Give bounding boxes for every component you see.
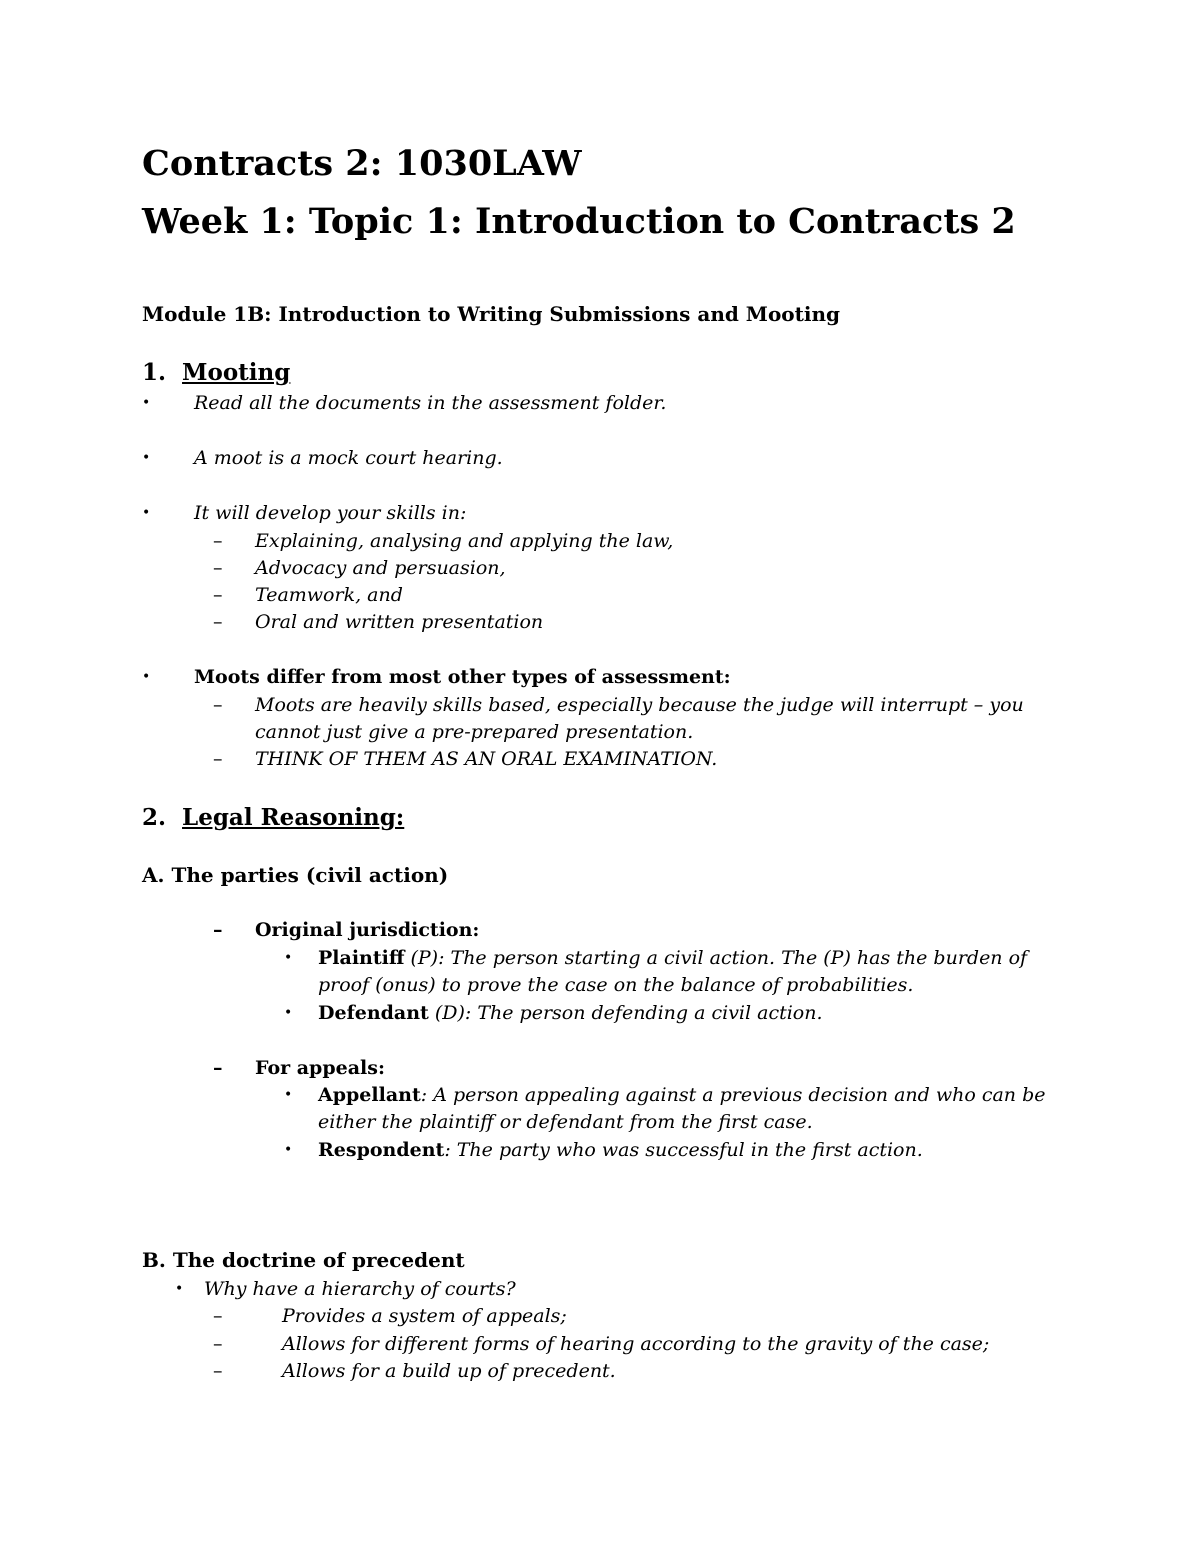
section-2-heading [142, 803, 404, 833]
bullet-icon: • [142, 505, 151, 521]
bullet-icon: • [284, 1142, 293, 1158]
appellant-term: Appellant [318, 1084, 421, 1106]
precedent-reason: Allows for different forms of hearing according to the gravity of the case; [282, 1333, 990, 1355]
bullet-icon: • [142, 395, 151, 411]
subsection-a-letter: A. [142, 863, 165, 887]
precedent-question: Why have a hierarchy of courts? [204, 1278, 516, 1300]
list-item-continuation [318, 972, 913, 998]
skill-text: Advocacy and persuasion, [255, 557, 506, 579]
sub-list-item-continuation [255, 719, 693, 745]
dash-icon: – [213, 611, 223, 633]
skill-text: Oral and written presentation [255, 611, 544, 633]
dash-icon: – [213, 1057, 223, 1079]
document-title-topic: Week 1: Topic 1: Introduction to Contracts 2 [142, 201, 1016, 242]
document-title-course: Contracts 2: 1030LAW [142, 143, 582, 184]
section-1-number: 1. [142, 359, 167, 386]
bullet-icon: • [284, 1087, 293, 1103]
bullet-icon: • [284, 1005, 293, 1021]
dash-icon: – [213, 557, 223, 579]
defendant-definition: (D): The person defending a civil action. [428, 1002, 823, 1024]
section-1-title: Mooting [182, 359, 291, 386]
bullet-icon: • [142, 669, 151, 685]
subsection-a-title: The parties (civil action) [171, 863, 449, 887]
dash-icon: – [213, 584, 223, 606]
dash-icon: – [213, 1305, 223, 1327]
dash-icon: – [213, 1333, 223, 1355]
skill-text: Teamwork, and [255, 584, 403, 606]
module-heading: Module 1B: Introduction to Writing Submissions and Mooting [142, 302, 840, 326]
section-2-title: Legal Reasoning: [182, 804, 405, 831]
dash-icon: – [213, 1360, 223, 1382]
original-jurisdiction-heading: Original jurisdiction: [255, 919, 480, 941]
section-2-number: 2. [142, 804, 167, 831]
appellant-definition-line1: : A person appealing against a previous decision and who can be [420, 1084, 1046, 1106]
bullet-text: It will develop your skills in: [194, 502, 467, 524]
bullet-text: Read all the documents in the assessment folder. [194, 392, 667, 414]
plaintiff-term: Plaintiff [318, 947, 405, 969]
differ-text-line2: cannot just give a pre-prepared presentation. [255, 721, 694, 743]
defendant-term: Defendant [318, 1002, 429, 1024]
section-1-heading [142, 358, 290, 388]
appeals-heading: For appeals: [255, 1057, 385, 1079]
bullet-text: Moots differ from most other types of assessment: [194, 666, 731, 688]
skill-text: Explaining, analysing and applying the law, [255, 530, 674, 552]
precedent-reason: Provides a system of appeals; [282, 1305, 567, 1327]
subsection-a-heading [142, 862, 448, 888]
dash-icon: – [213, 748, 223, 770]
subsection-b-title: The doctrine of precedent [172, 1248, 465, 1272]
list-item-continuation [318, 1109, 813, 1135]
bullet-text: A moot is a mock court hearing. [194, 447, 503, 469]
differ-text: THINK OF THEM AS AN ORAL EXAMINATION. [255, 748, 718, 770]
bullet-icon: • [142, 450, 151, 466]
dash-icon: – [213, 919, 223, 941]
differ-text-line1: Moots are heavily skills based, especially because the judge will interrupt – you [255, 694, 1024, 716]
subsection-b-heading [142, 1247, 465, 1273]
subsection-b-letter: B. [142, 1248, 166, 1272]
respondent-term: Respondent [318, 1139, 445, 1161]
plaintiff-definition-line2: proof (onus) to prove the case on the balance of probabilities. [318, 974, 914, 996]
appellant-definition-line2: either the plaintiff or defendant from the first case. [318, 1111, 813, 1133]
respondent-definition: : The party who was successful in the first action. [444, 1139, 923, 1161]
precedent-reason: Allows for a build up of precedent. [282, 1360, 616, 1382]
bullet-icon: • [175, 1281, 184, 1297]
bullet-icon: • [284, 950, 293, 966]
plaintiff-definition-line1: (P): The person starting a civil action. The (P) has the burden of [404, 947, 1028, 969]
dash-icon: – [213, 530, 223, 552]
dash-icon: – [213, 694, 223, 716]
